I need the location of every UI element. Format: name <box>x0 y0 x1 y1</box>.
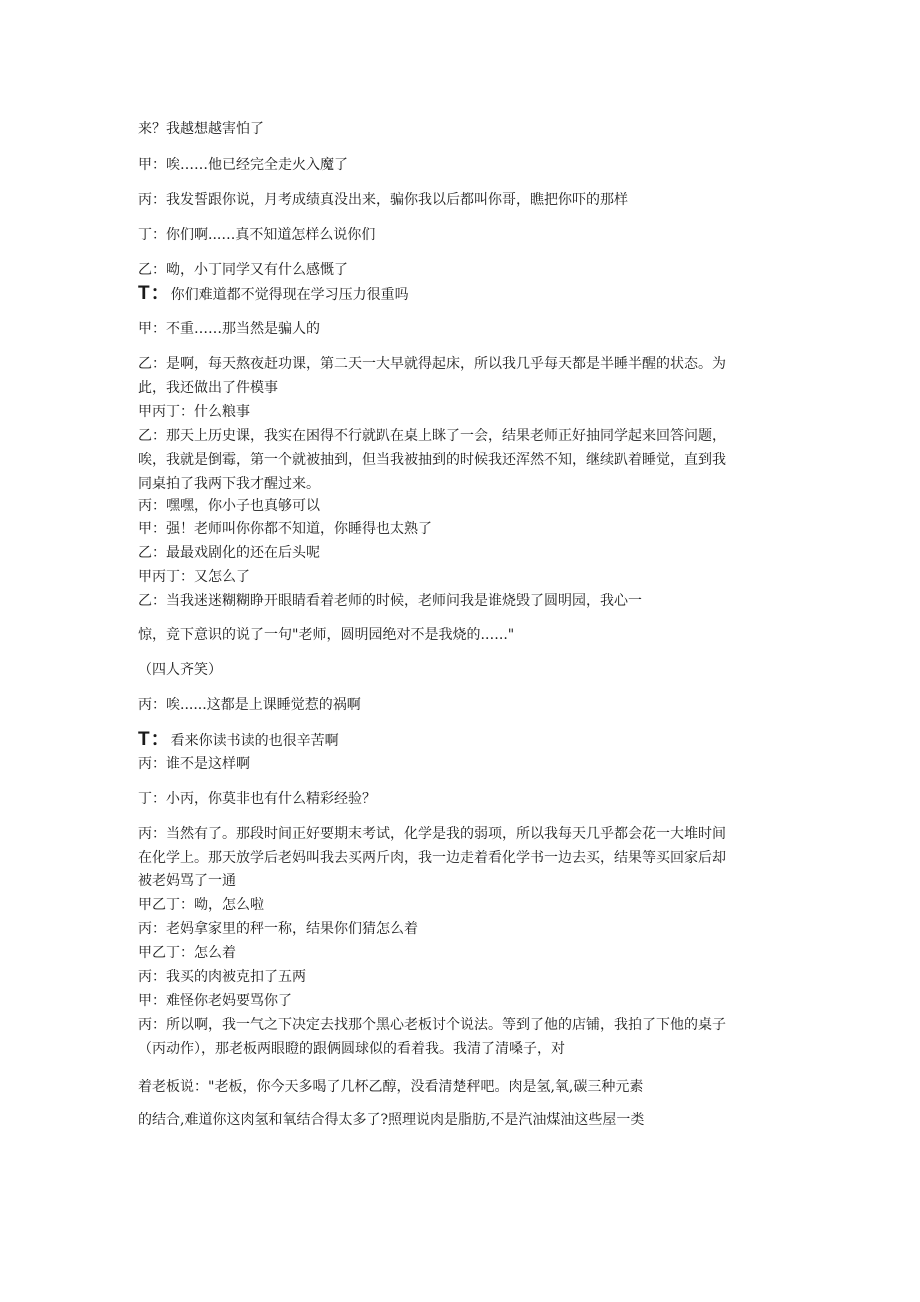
dialogue-line: 丙：我发誓跟你说，月考成绩真没出来，骗你我以后都叫你哥，瞧把你吓的那样 <box>138 192 628 208</box>
dialogue-line: 乙：那天上历史课，我实在困得不行就趴在桌上眯了一会，结果老师正好抽同学起来回答问题， <box>138 428 726 444</box>
dialogue-line: 甲：不重……那当然是骗人的 <box>138 321 320 337</box>
dialogue-line: 丁：小丙，你莫非也有什么精彩经验？ <box>138 791 376 807</box>
dialogue-line: 乙：是啊，每天熬夜赶功课，第二天一大早就得起床，所以我几乎每天都是半睡半醒的状态。为 <box>138 356 726 372</box>
dialogue-line: 的结合,难道你这肉氢和氧结合得太多了?照理说肉是脂肪,不是汽油煤油这些屋一类 <box>138 1112 645 1128</box>
dialogue-line: 甲：唉……他已经完全走火入魔了 <box>138 157 348 173</box>
speaker-label: T： <box>138 283 171 304</box>
dialogue-line: 此，我还做出了件模事 <box>138 380 278 396</box>
dialogue-line: 丙：老妈拿家里的秤一称，结果你们猜怎么着 <box>138 921 418 937</box>
dialogue-line: 甲丙丁：什么粮事 <box>138 404 250 420</box>
dialogue-line: T：看来你读书读的也很辛苦啊 <box>138 729 339 750</box>
dialogue-line: 丁：你们啊...…真不知道怎样么说你们 <box>138 227 376 243</box>
dialogue-line: 甲：强！老师叫你你都不知道，你睡得也太熟了 <box>138 521 432 537</box>
dialogue-line: T：你们难道都不觉得现在学习压力很重吗 <box>138 283 409 304</box>
dialogue-line: 在化学上。那天放学后老妈叫我去买两斤肉，我一边走着看化学书一边去买，结果等买回家后却 <box>138 850 726 866</box>
dialogue-line: 乙：最最戏剧化的还在后头呢 <box>138 545 320 561</box>
dialogue-line: 唉，我就是倒霉，第一个就被抽到，但当我被抽到的时候我还浑然不知，继续趴着睡觉，直到我 <box>138 452 726 468</box>
dialogue-line: 乙：呦，小丁同学又有什么感慨了 <box>138 262 348 278</box>
dialogue-line: 同桌拍了我两下我才醒过来。 <box>138 476 320 492</box>
dialogue-line: 丙：当然有了。那段时间正好要期末考试，化学是我的弱项，所以我每天几乎都会花一大堆时间 <box>138 826 726 842</box>
dialogue-line: 惊，竞下意识的说了一句"老师，圆明园绝对不是我烧的.….." <box>138 627 515 643</box>
dialogue-line: 丙：谁不是这样啊 <box>138 756 250 772</box>
dialogue-line: 来？我越想越害怕了 <box>138 121 264 137</box>
dialogue-line: 甲丙丁：又怎么了 <box>138 569 250 585</box>
dialogue-line: 甲乙丁：怎么着 <box>138 945 236 961</box>
dialogue-line: 甲：难怪你老妈要骂你了 <box>138 993 292 1009</box>
dialogue-line: 丙：唉......这都是上课睡觉惹的祸啊 <box>138 697 361 713</box>
dialogue-line: 乙：当我迷迷糊糊睁开眼睛看着老师的时候，老师问我是谁烧毁了圆明园，我心一 <box>138 593 642 609</box>
dialogue-line: 丙：我买的肉被克扣了五两 <box>138 969 306 985</box>
dialogue-line: 甲乙丁：呦，怎么啦 <box>138 897 264 913</box>
dialogue-line: 丙：所以啊，我一气之下决定去找那个黑心老板讨个说法。等到了他的店铺，我拍了下他的桌子 <box>138 1017 726 1033</box>
dialogue-line: （丙动作），那老板两眼瞪的跟俩圆球似的看着我。我清了清嗓子，对 <box>138 1041 565 1057</box>
speaker-label: T： <box>138 729 171 750</box>
dialogue-line: （四人齐笑） <box>138 662 222 678</box>
dialogue-line: 被老妈骂了一通 <box>138 873 236 889</box>
dialogue-line: 着老板说："老板，你今天多喝了几杯乙醇，没看清楚秤吧。肉是氢,氧,碳三种元素 <box>138 1079 644 1095</box>
dialogue-line: 丙：嘿嘿，你小子也真够可以 <box>138 498 320 514</box>
